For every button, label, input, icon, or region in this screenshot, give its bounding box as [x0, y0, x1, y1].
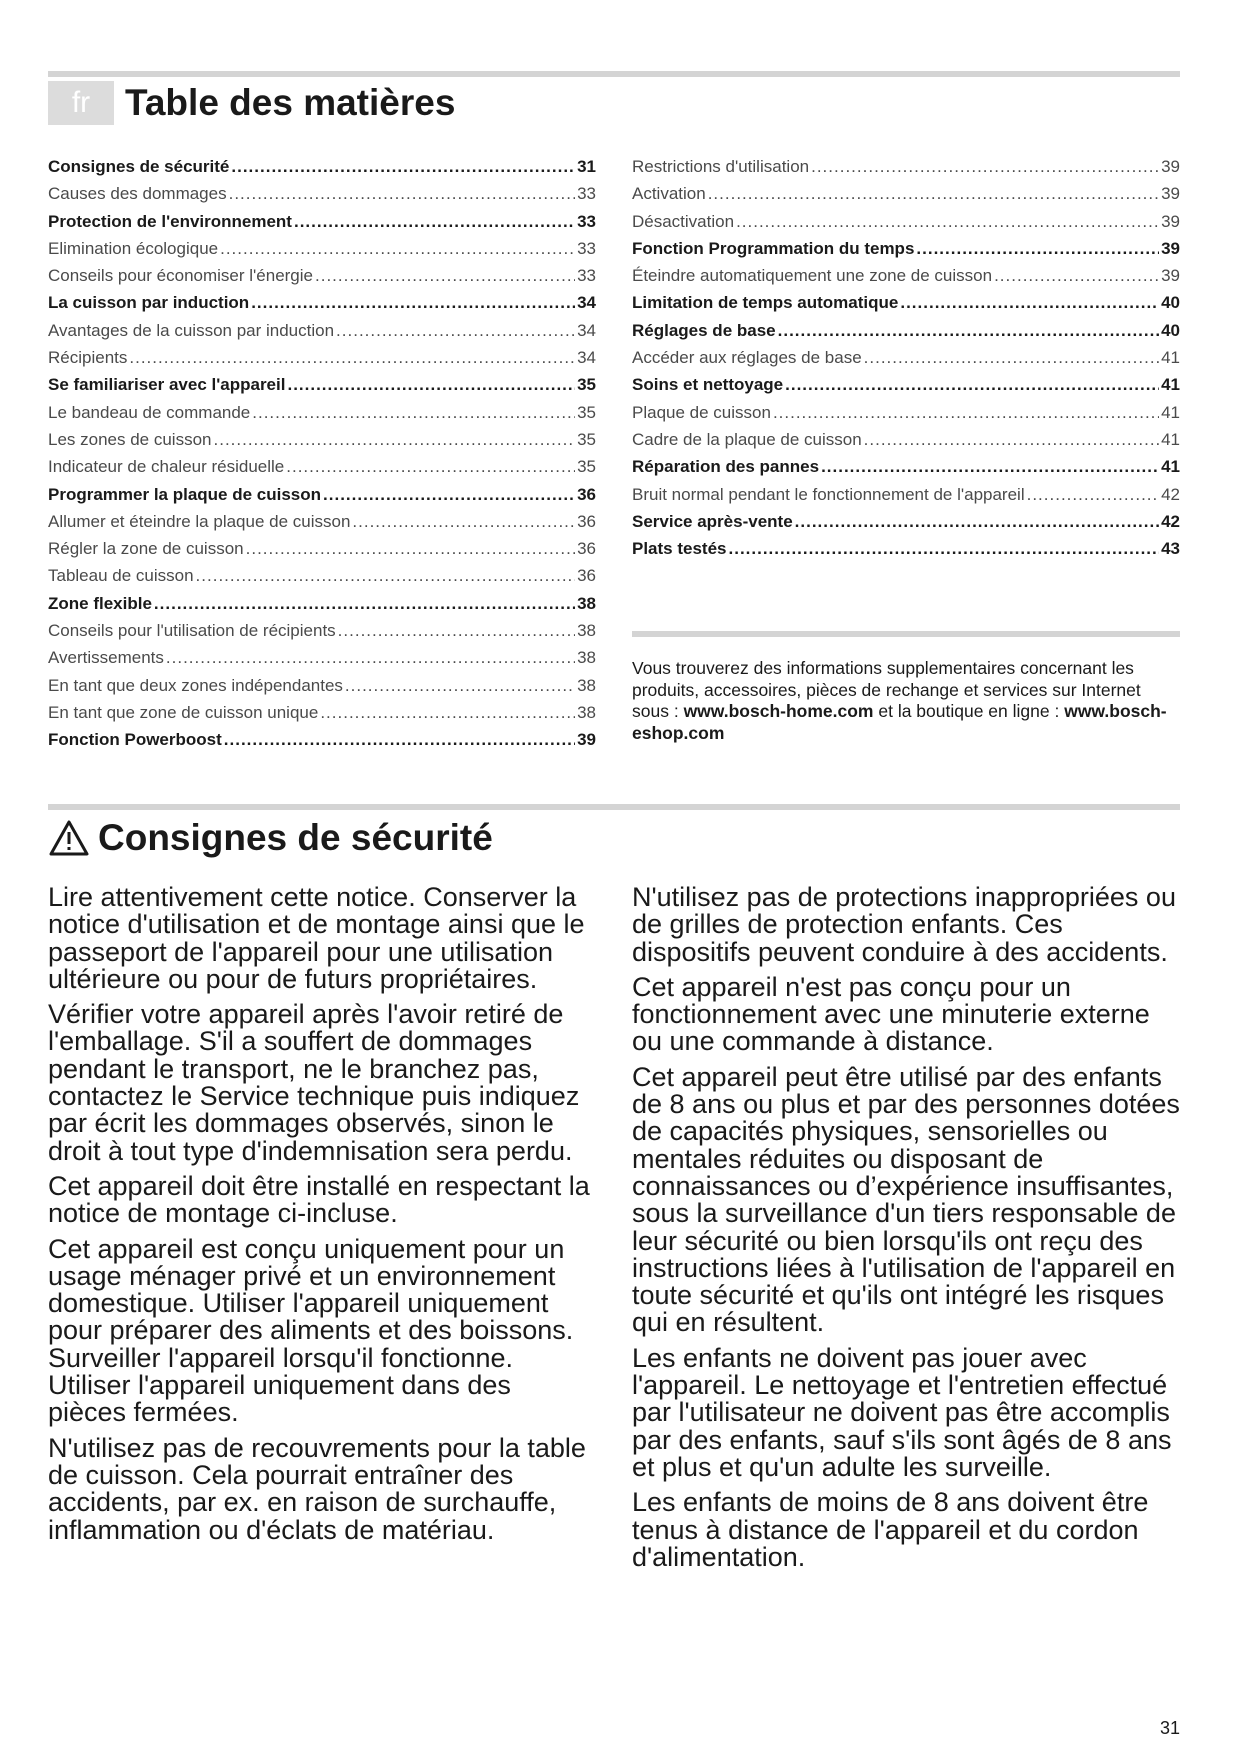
safety-heading — [48, 810, 493, 866]
safety-right-column — [632, 884, 1180, 1579]
toc-leader-dots — [864, 344, 1159, 371]
toc-entry[interactable] — [48, 617, 596, 644]
toc-entry[interactable] — [48, 289, 596, 316]
toc-entry-page: 41 — [1161, 429, 1180, 449]
info-text — [632, 658, 1180, 744]
toc-leader-dots — [994, 262, 1159, 289]
toc-title: Table des matières — [125, 82, 456, 123]
toc-entry[interactable] — [632, 344, 1180, 371]
toc-entry[interactable] — [48, 508, 596, 535]
toc-entry[interactable] — [632, 208, 1180, 235]
toc-leader-dots — [246, 535, 575, 562]
toc-entry[interactable] — [48, 426, 596, 453]
toc-entry-page: 39 — [577, 730, 596, 750]
toc-entry[interactable] — [48, 699, 596, 726]
toc-entry-page: 33 — [577, 266, 596, 286]
toc-leader-dots — [773, 399, 1159, 426]
toc-entry-label: Indicateur de chaleur résiduelle — [48, 457, 285, 477]
toc-entry[interactable] — [632, 153, 1180, 180]
toc-entry[interactable] — [632, 508, 1180, 535]
toc-entry[interactable] — [632, 180, 1180, 207]
toc-entry[interactable] — [48, 481, 596, 508]
toc-entry-page: 41 — [1161, 348, 1180, 368]
toc-leader-dots — [729, 535, 1160, 562]
toc-entry-page: 38 — [577, 621, 596, 641]
toc-leader-dots — [286, 453, 575, 480]
toc-entry[interactable] — [632, 317, 1180, 344]
toc-entry-label: Le bandeau de commande — [48, 402, 251, 422]
toc-entry[interactable] — [48, 672, 596, 699]
toc-entry[interactable] — [48, 535, 596, 562]
toc-entry-page: 42 — [1161, 484, 1180, 504]
toc-entry-label: En tant que zone de cuisson unique — [48, 702, 319, 722]
toc-entry-label: En tant que deux zones indépendantes — [48, 675, 343, 695]
toc-leader-dots — [154, 590, 575, 617]
toc-right-column — [632, 153, 1180, 562]
toc-entry-page: 36 — [577, 539, 596, 559]
safety-left-column — [48, 884, 596, 1552]
toc-entry[interactable] — [632, 535, 1180, 562]
toc-leader-dots — [323, 481, 575, 508]
toc-entry-page: 36 — [577, 566, 596, 586]
toc-entry-page: 38 — [577, 675, 596, 695]
toc-leader-dots — [231, 153, 575, 180]
info-text-2: et la boutique en ligne : — [873, 701, 1065, 721]
toc-leader-dots — [821, 453, 1159, 480]
toc-entry-page: 35 — [577, 457, 596, 477]
toc-entry-page: 39 — [1161, 266, 1180, 286]
toc-leader-dots — [736, 208, 1159, 235]
toc-leader-dots — [795, 508, 1159, 535]
toc-entry-label: Causes des dommages — [48, 184, 227, 204]
toc-entry-page: 41 — [1161, 457, 1180, 477]
toc-leader-dots — [252, 399, 575, 426]
toc-leader-dots — [916, 235, 1159, 262]
toc-entry-page: 35 — [577, 429, 596, 449]
toc-entry[interactable] — [48, 317, 596, 344]
toc-entry-page: 36 — [577, 511, 596, 531]
toc-entry-page: 38 — [577, 648, 596, 668]
toc-leader-dots — [320, 699, 575, 726]
toc-entry-page: 40 — [1161, 320, 1180, 340]
toc-entry-label: Désactivation — [632, 211, 735, 231]
toc-leader-dots — [129, 344, 575, 371]
toc-entry-label: Cadre de la plaque de cuisson — [632, 429, 862, 449]
page-number: 31 — [1159, 1718, 1180, 1738]
toc-leader-dots — [778, 317, 1159, 344]
toc-entry-label: Programmer la plaque de cuisson — [48, 484, 322, 504]
toc-entry[interactable] — [632, 453, 1180, 480]
toc-entry[interactable] — [632, 399, 1180, 426]
toc-entry-page: 39 — [1161, 238, 1180, 258]
toc-entry-label: Se familiariser avec l'appareil — [48, 375, 286, 395]
toc-entry-label: Soins et nettoyage — [632, 375, 784, 395]
toc-entry-label: Plats testés — [632, 539, 727, 559]
toc-entry[interactable] — [48, 590, 596, 617]
toc-entry-label: Service après-vente — [632, 511, 793, 531]
toc-entry-page: 40 — [1161, 293, 1180, 313]
toc-entry-page: 42 — [1161, 511, 1180, 531]
toc-entry-page: 35 — [577, 375, 596, 395]
safety-title: Consignes de sécurité — [98, 817, 493, 858]
safety-paragraph: N'utilisez pas de protections inappropriées ou de grilles de protection enfants. Ces dispositifs peuvent conduire à des accidents. — [632, 882, 1176, 967]
toc-leader-dots — [336, 317, 575, 344]
toc-entry-label: Fonction Powerboost — [48, 730, 222, 750]
toc-entry-label: Accéder aux réglages de base — [632, 348, 862, 368]
toc-entry-page: 39 — [1161, 184, 1180, 204]
toc-entry-page: 39 — [1161, 211, 1180, 231]
toc-leader-dots — [196, 562, 576, 589]
toc-entry-label: Fonction Programmation du temps — [632, 238, 915, 258]
toc-entry-page: 34 — [577, 320, 596, 340]
toc-entry[interactable] — [48, 371, 596, 398]
toc-entry[interactable] — [48, 153, 596, 180]
toc-entry-label: Conseils pour économiser l'énergie — [48, 266, 313, 286]
toc-entry-label: Consignes de sécurité — [48, 157, 230, 176]
toc-entry-label: Bruit normal pendant le fonctionnement de l'appareil — [632, 484, 1025, 504]
toc-leader-dots — [229, 180, 575, 207]
safety-paragraph: Vérifier votre appareil après l'avoir retiré de l'emballage. S'il a souffert de dommages pendant le transport, ne le branchez pas, contactez le Service technique puis indiquez par écrit les dommages observés, sinon le droit à tout type d'indemnisation sera perdu. — [48, 999, 580, 1166]
toc-entry-label: Conseils pour l'utilisation de récipients — [48, 621, 336, 641]
toc-entry-label: Réparation des pannes — [632, 457, 820, 477]
toc-leader-dots — [785, 371, 1159, 398]
toc-entry-label: Réglages de base — [632, 320, 776, 340]
toc-entry[interactable] — [632, 262, 1180, 289]
safety-paragraph: N'utilisez pas de recouvrements pour la table de cuisson. Cela pourrait entraîner des accidents, par ex. en raison de surchauffe, inflammation ou d'éclats de matériau. — [48, 1432, 586, 1545]
toc-entry[interactable] — [632, 289, 1180, 316]
toc-entry-page: 39 — [1161, 157, 1180, 176]
toc-entry-page: 34 — [577, 293, 596, 313]
toc-entry-label: Avantages de la cuisson par induction — [48, 320, 335, 340]
safety-paragraph: Cet appareil doit être installé en respectant la notice de montage ci-incluse. — [48, 1170, 590, 1229]
toc-entry-label: Tableau de cuisson — [48, 566, 194, 586]
toc-leader-dots — [214, 426, 576, 453]
toc-entry-page: 38 — [577, 702, 596, 722]
toc-entry-label: Éteindre automatiquement une zone de cuisson — [632, 266, 993, 286]
toc-entry-page: 33 — [577, 211, 596, 231]
toc-entry-label: Plaque de cuisson — [632, 402, 771, 422]
toc-leader-dots — [708, 180, 1159, 207]
toc-entry-page: 35 — [577, 402, 596, 422]
toc-entry-label: Avertissements — [48, 648, 164, 668]
safety-paragraph: Lire attentivement cette notice. Conserver la notice d'utilisation et de montage ainsi que le passeport de l'appareil pour une utilisation ultérieure ou pour de futurs propriétaires. — [48, 882, 585, 994]
toc-entry-label: Protection de l'environnement — [48, 211, 292, 231]
toc-entry-page: 33 — [577, 184, 596, 204]
toc-entry-page: 41 — [1161, 375, 1180, 395]
toc-leader-dots — [900, 289, 1159, 316]
toc-leader-dots — [251, 289, 575, 316]
toc-entry[interactable] — [48, 726, 596, 753]
language-badge: fr — [48, 81, 114, 125]
toc-entry-label: Elimination écologique — [48, 238, 219, 258]
toc-leader-dots — [220, 235, 575, 262]
toc-entry-page: 33 — [577, 238, 596, 258]
toc-entry[interactable] — [48, 453, 596, 480]
warning-icon — [48, 819, 90, 857]
top-divider — [48, 71, 1180, 77]
safety-paragraph: Cet appareil n'est pas conçu pour un fonctionnement avec une minuterie externe ou une commande à distance. — [632, 971, 1150, 1057]
safety-paragraph: Les enfants ne doivent pas jouer avec l'appareil. Le nettoyage et l'entretien effectué par l'utilisateur ne doivent pas être accomplis par des enfants, sauf s'ils sont âgés de 8 ans et plus et qu'un adulte les surveille. — [632, 1342, 1172, 1482]
toc-entry[interactable] — [632, 371, 1180, 398]
toc-entry-page: 38 — [577, 593, 596, 613]
toc-leader-dots — [338, 617, 575, 644]
toc-entry[interactable] — [48, 562, 596, 589]
toc-entry[interactable] — [48, 208, 596, 235]
toc-entry[interactable] — [632, 426, 1180, 453]
toc-leader-dots — [294, 208, 575, 235]
toc-entry-label: Allumer et éteindre la plaque de cuisson — [48, 511, 351, 531]
toc-leader-dots — [1027, 481, 1159, 508]
safety-paragraph: Cet appareil est conçu uniquement pour un usage ménager privé et un environnement domestique. Utiliser l'appareil uniquement pour préparer des aliments et des boissons. Surveiller l'appareil lorsqu'il fonctionne. Utiliser l'appareil uniquement dans des pièces fermées. — [48, 1233, 574, 1428]
toc-entry[interactable] — [48, 644, 596, 671]
toc-entry-label: Zone flexible — [48, 593, 152, 613]
link-bosch-home[interactable]: www.bosch-home.com — [683, 701, 874, 721]
toc-entry[interactable] — [632, 481, 1180, 508]
link-bosch-eshop[interactable]: www.bosch-eshop.com — [632, 701, 1167, 743]
toc-entry-label: Les zones de cuisson — [48, 429, 212, 449]
toc-entry[interactable] — [48, 399, 596, 426]
toc-entry-page: 31 — [577, 157, 596, 176]
toc-entry-page: 36 — [577, 484, 596, 504]
toc-leader-dots — [811, 153, 1159, 180]
toc-leader-dots — [315, 262, 575, 289]
toc-left-column — [48, 153, 596, 754]
toc-entry[interactable] — [48, 235, 596, 262]
toc-entry-page: 41 — [1161, 402, 1180, 422]
toc-entry-label: Activation — [632, 184, 706, 204]
toc-entry[interactable] — [48, 180, 596, 207]
info-text-1: Vous trouverez des informations supplementaires concernant les produits, accessoires, pièces de rechange et services sur Internet sous : — [632, 658, 1141, 721]
toc-leader-dots — [287, 371, 575, 398]
toc-leader-dots — [352, 508, 575, 535]
toc-entry-label: Limitation de temps automatique — [632, 293, 899, 313]
toc-leader-dots — [166, 644, 575, 671]
toc-entry-label: La cuisson par induction — [48, 293, 250, 313]
toc-entry[interactable] — [632, 235, 1180, 262]
safety-paragraph: Les enfants de moins de 8 ans doivent être tenus à distance de l'appareil et du cordon d'alimentation. — [632, 1487, 1149, 1572]
info-divider — [632, 631, 1180, 637]
toc-entry-page: 34 — [577, 348, 596, 368]
toc-entry-label: Régler la zone de cuisson — [48, 539, 244, 559]
toc-leader-dots — [864, 426, 1159, 453]
toc-entry-label: Restrictions d'utilisation — [632, 157, 810, 176]
toc-entry-page: 43 — [1161, 539, 1180, 559]
toc-leader-dots — [345, 672, 575, 699]
toc-leader-dots — [224, 726, 575, 753]
toc-entry[interactable] — [48, 344, 596, 371]
toc-entry[interactable] — [48, 262, 596, 289]
safety-paragraph: Cet appareil peut être utilisé par des enfants de 8 ans ou plus et par des personnes dotées de capacités physiques, sensorielles ou mentales réduites ou disposant de connaissances ou d’expérience insuffisantes, sous la surveillance d'un tiers responsable de leur sécurité ou bien lorsqu'ils ont reçu des instructions liées à l'utilisation de l'appareil en toute sécurité et qu'ils ont intégré les risques qui en résultent. — [632, 1061, 1180, 1338]
toc-entry-label: Récipients — [48, 348, 128, 368]
